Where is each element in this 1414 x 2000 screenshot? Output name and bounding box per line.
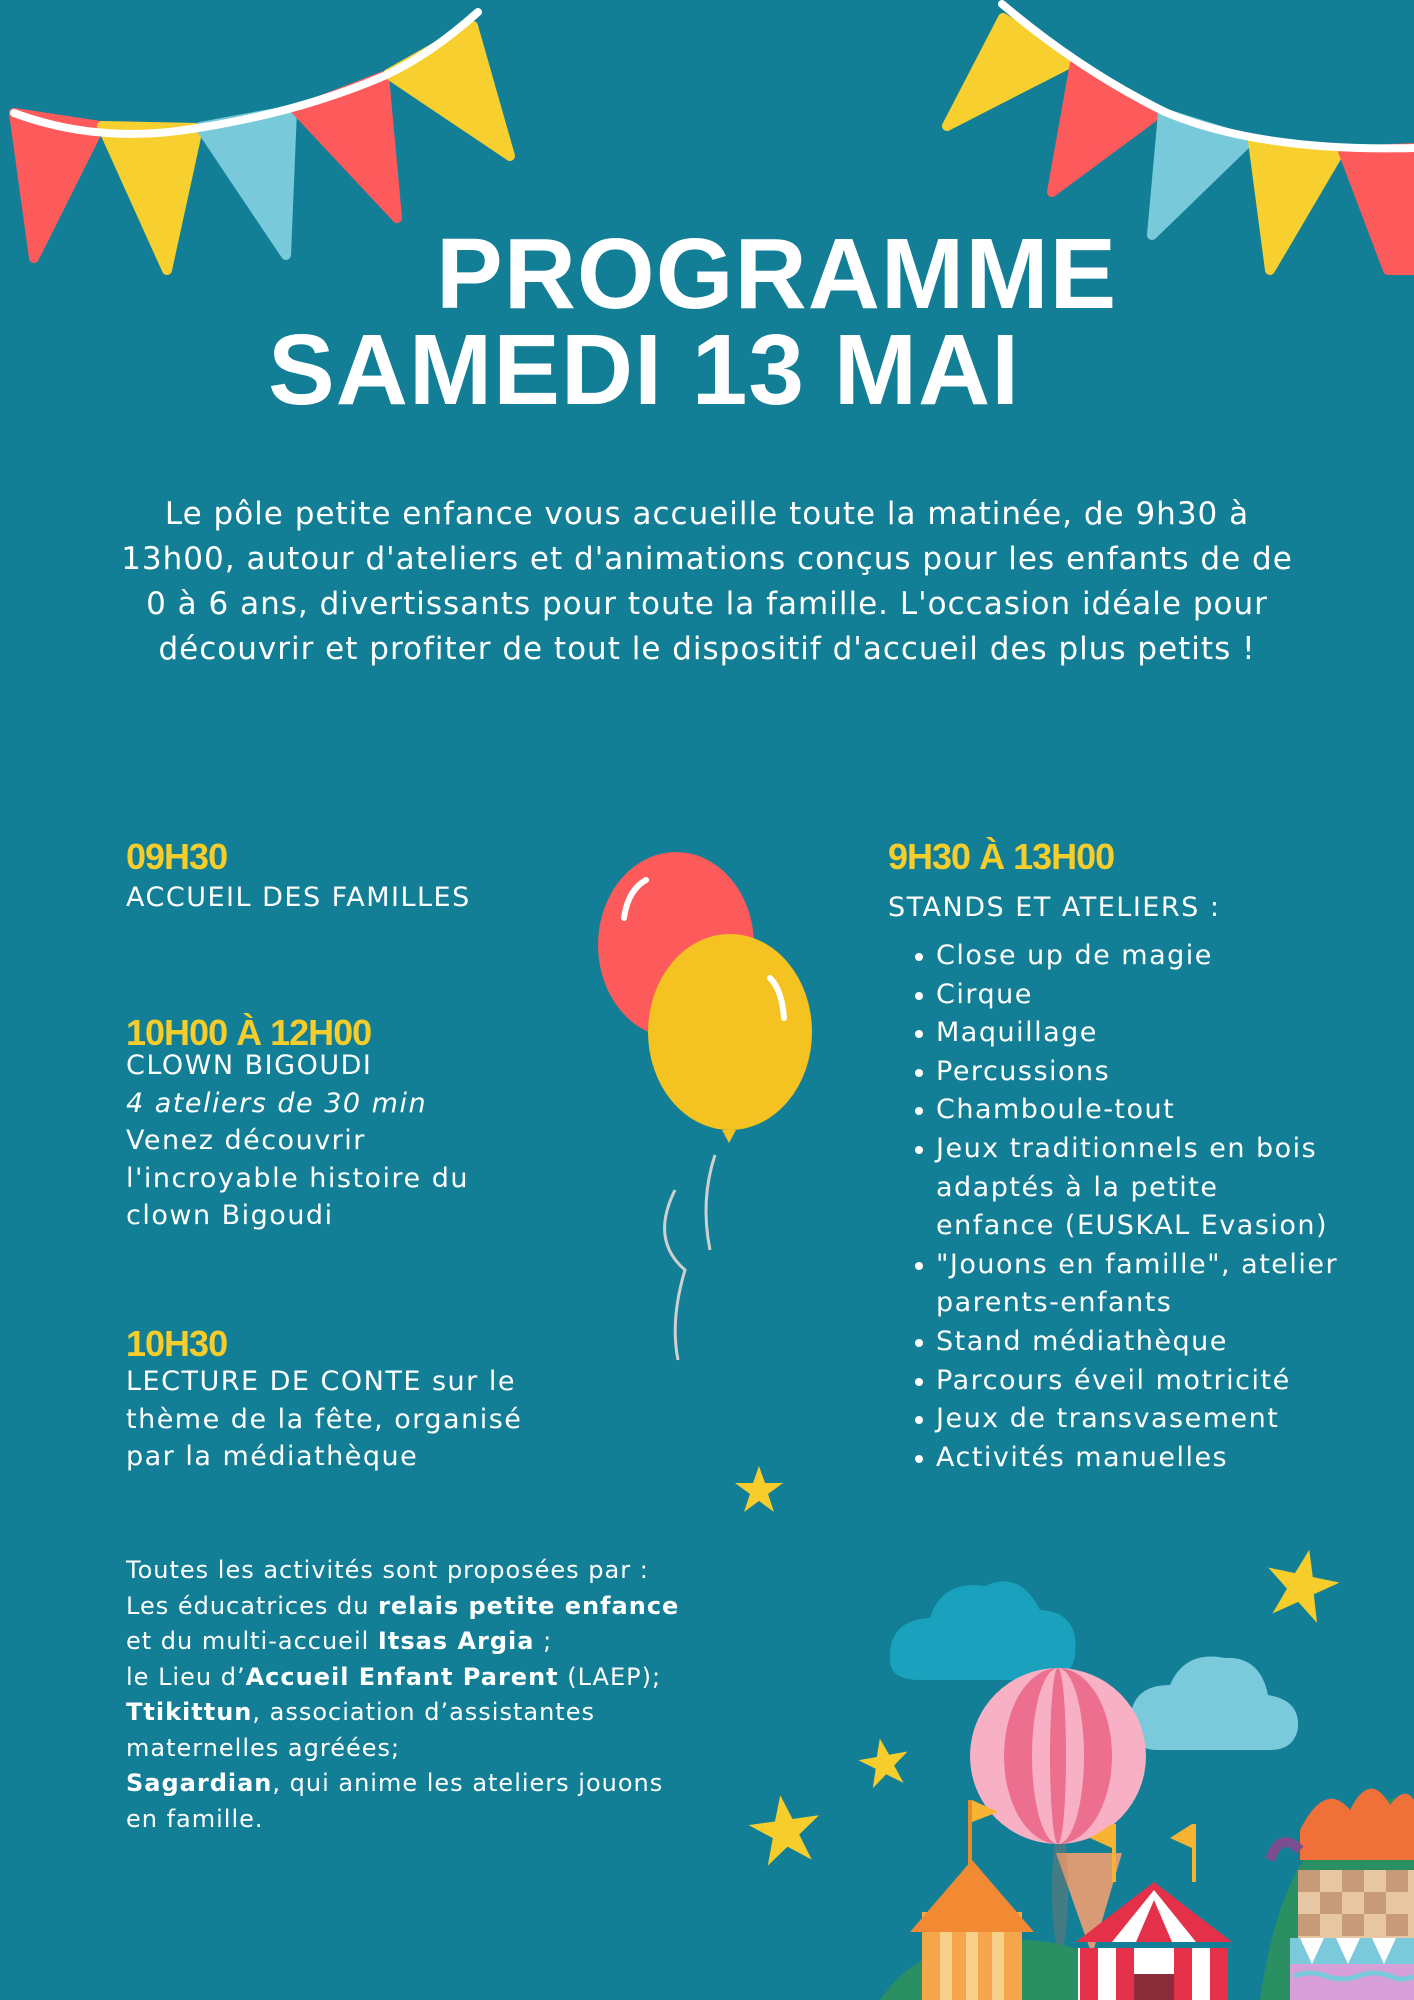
stands-heading: STANDS ET ATELIERS : xyxy=(888,892,1221,923)
star-icon xyxy=(734,1464,784,1514)
page-subtitle-date: SAMEDI 13 MAI xyxy=(268,314,1021,426)
schedule-desc-1: ACCUEIL DES FAMILLES xyxy=(126,882,471,913)
schedule-desc-3 xyxy=(126,1363,566,1476)
credits-line: le Lieu d’Accueil Enfant Parent (LAEP); xyxy=(126,1662,662,1691)
list-item: Close up de magie xyxy=(888,937,1378,976)
intro-paragraph: Le pôle petite enfance vous accueille toute la matinée, de 9h30 à 13h00, autour d'ateliers et d'animations conçus pour les enfants de de 0 à 6 ans, divertissants pour toute la famille. L'occasion idéale pour découvrir et profiter de tout le dispositif d'accueil des plus petits ! xyxy=(121,496,1293,667)
list-item: Stand médiathèque xyxy=(888,1323,1378,1362)
stands-list xyxy=(888,937,1378,1477)
schedule-desc-line: par la médiathèque xyxy=(126,1441,419,1472)
credits-line: maternelles agréées; xyxy=(126,1733,401,1762)
schedule-desc-line: l'incroyable histoire du xyxy=(126,1162,470,1194)
star-icon xyxy=(748,1792,822,1866)
stands-time: 9H30 À 13H00 xyxy=(888,836,1115,877)
credits-line: Toutes les activités sont proposées par : xyxy=(126,1556,649,1584)
credits-paragraph xyxy=(126,1553,726,1837)
fairground-illustration xyxy=(880,1560,1414,2000)
list-item: "Jouons en famille", atelier parents-enfants xyxy=(888,1246,1378,1323)
list-item: Parcours éveil motricité xyxy=(888,1362,1378,1401)
schedule-time-2: 10H00 À 12H00 xyxy=(126,1012,372,1053)
schedule-time-1: 09H30 xyxy=(126,836,228,877)
schedule-desc-line: Venez découvrir xyxy=(126,1125,366,1156)
schedule-desc-line: CLOWN BIGOUDI xyxy=(126,1050,373,1081)
list-item: Chamboule-tout xyxy=(888,1091,1378,1130)
list-item: Percussions xyxy=(888,1053,1378,1092)
credits-line: Les éducatrices du relais petite enfance xyxy=(126,1591,680,1620)
credits-line: Sagardian, qui anime les ateliers jouons xyxy=(126,1769,664,1797)
schedule-desc-line: clown Bigoudi xyxy=(126,1200,334,1231)
list-item: Jeux traditionnels en bois adaptés à la petite enfance (EUSKAL Evasion) xyxy=(888,1130,1378,1246)
list-item: Activités manuelles xyxy=(888,1439,1378,1478)
page-title: PROGRAMME xyxy=(436,218,1118,330)
schedule-time-3: 10H30 xyxy=(126,1323,228,1364)
credits-line: et du multi-accueil Itsas Argia ; xyxy=(126,1627,553,1655)
schedule-desc-2 xyxy=(126,1047,566,1235)
schedule-desc-line: thème de la fête, organisé xyxy=(126,1403,523,1435)
balloons-illustration xyxy=(590,850,830,1370)
list-item: Cirque xyxy=(888,976,1378,1015)
list-item: Jeux de transvasement xyxy=(888,1400,1378,1439)
schedule-desc-line: LECTURE DE CONTE sur le xyxy=(126,1366,516,1397)
credits-line: Ttikittun, association d’assistantes xyxy=(126,1698,595,1726)
list-item: Maquillage xyxy=(888,1014,1378,1053)
credits-line: en famille. xyxy=(126,1804,264,1833)
schedule-desc-line: 4 ateliers de 30 min xyxy=(126,1087,428,1119)
